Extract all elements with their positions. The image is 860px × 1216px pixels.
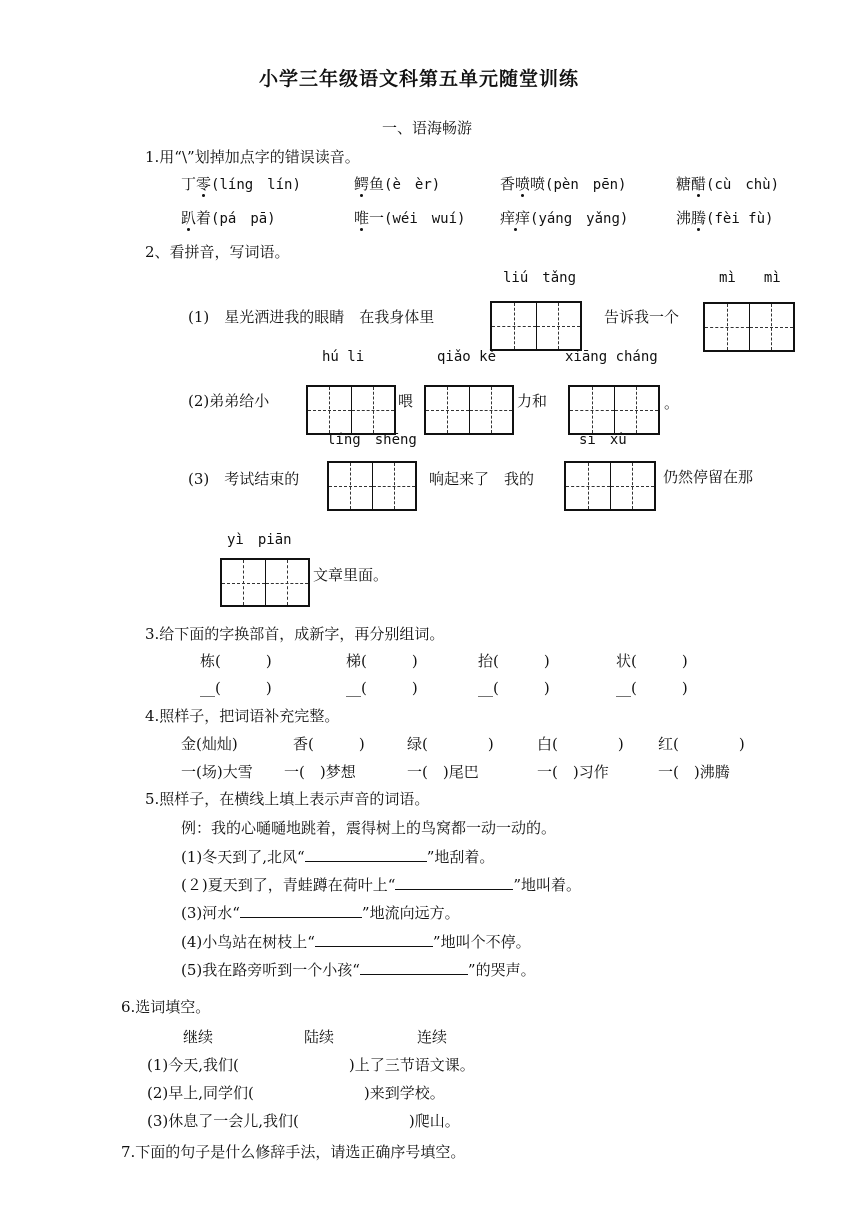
q6-prompt: 6.选词填空。 [121, 998, 211, 1016]
q5-item-4: (4)小鸟站在树枝上“ ”地叫个不停。 [181, 933, 531, 951]
sound-word-blank[interactable] [315, 932, 433, 947]
pinyin-sixu: sī xù [579, 432, 627, 448]
sound-word-blank[interactable] [240, 903, 362, 918]
q2-sentence3-end: 文章里面。 [313, 566, 389, 584]
q3-prompt: 3.给下面的字换部首，成新字，再分别组词。 [145, 625, 445, 643]
q3-blank-4[interactable]: __( ) [616, 679, 688, 697]
q1-row1-item2: 鳄鱼(è èr) [354, 175, 441, 193]
q2-sentence1-part1: (1) 星光洒进我的眼睛 在我身体里 [188, 308, 435, 326]
pinyin-huli: hú li [322, 349, 365, 365]
writing-grid-qiaoke[interactable] [424, 385, 514, 435]
q4-row2-5[interactable]: 一( )沸腾 [658, 763, 730, 781]
q4-row2-1: 一(场)大雪 [181, 763, 253, 781]
q4-row1-4[interactable]: 白( ) [537, 735, 624, 753]
pinyin-lingsheng: líng shēng [327, 432, 417, 448]
q4-row1-3[interactable]: 绿( ) [407, 735, 494, 753]
section-heading: 一、语海畅游 [382, 119, 473, 137]
q5-item-3: (3)河水“ ”地流向远方。 [181, 904, 460, 922]
q2-sentence3-part3: 仍然停留在那 [663, 468, 754, 486]
q4-row1-2[interactable]: 香( ) [293, 735, 365, 753]
q1-row2-item2: 唯一(wéi wuí) [354, 209, 466, 227]
q3-blank-3[interactable]: __( ) [478, 679, 550, 697]
q6-word-3: 连续 [417, 1028, 448, 1046]
q1-row2-item4: 沸腾(fèi fù) [676, 209, 774, 227]
q4-row1-1: 金(灿灿) [181, 735, 238, 753]
q6-word-1: 继续 [183, 1028, 214, 1046]
q2-prompt: 2、看拼音，写词语。 [145, 243, 290, 261]
writing-grid-lingsheng[interactable] [327, 461, 417, 511]
q4-row2-4[interactable]: 一( )习作 [537, 763, 609, 781]
pinyin-yipian: yì piān [227, 532, 292, 548]
q5-example: 例：我的心嗵嗵地跳着，震得树上的鸟窝都一动一动的。 [181, 819, 557, 837]
q6-item-3: (3)休息了一会儿,我们( )爬山。 [147, 1112, 460, 1130]
q4-prompt: 4.照样子，把词语补充完整。 [145, 707, 340, 725]
writing-grid-yipian[interactable] [220, 558, 310, 607]
q2-sentence2-end: 。 [664, 394, 680, 412]
sound-word-blank[interactable] [395, 875, 513, 890]
q2-sentence2-part3: 力和 [517, 392, 548, 410]
q6-word-2: 陆续 [304, 1028, 335, 1046]
q3-char-1: 栋( ) [200, 652, 272, 670]
q2-sentence3-part2: 响起来了 我的 [429, 470, 535, 488]
sound-word-blank[interactable] [360, 960, 468, 975]
q6-item-2: (2)早上,同学们( )来到学校。 [147, 1084, 445, 1102]
q1-row2-item3: 痒痒(yáng yǎng) [500, 209, 629, 227]
q5-item-2: (２)夏天到了，青蛙蹲在荷叶上“ ”地叫着。 [181, 876, 582, 894]
q1-row2-item1: 趴着(pá pā) [181, 209, 276, 227]
writing-grid-sixu[interactable] [564, 461, 656, 511]
writing-grid-liutang[interactable] [490, 301, 582, 351]
q4-row1-5[interactable]: 红( ) [658, 735, 745, 753]
q1-row1-item4: 糖醋(cù chù) [676, 175, 780, 193]
writing-grid-huli[interactable] [306, 385, 396, 435]
q6-item-1: (1)今天,我们( )上了三节语文课。 [147, 1056, 475, 1074]
q5-item-1: (1)冬天到了,北风“ ”地刮着。 [181, 848, 495, 866]
q4-row2-3[interactable]: 一( )尾巴 [407, 763, 479, 781]
q1-prompt: 1.用“\”划掉加点字的错误读音。 [145, 148, 360, 166]
q1-row1-item1: 丁零(líng lín) [181, 175, 301, 193]
q2-sentence3-part1: (3) 考试结束的 [188, 470, 300, 488]
q3-blank-2[interactable]: __( ) [346, 679, 418, 697]
q3-char-2: 梯( ) [346, 652, 418, 670]
pinyin-mimi: mì mì [719, 270, 781, 286]
q2-sentence1-part2: 告诉我一个 [604, 308, 680, 326]
q2-sentence2-part1: (2)弟弟给小 [188, 392, 270, 410]
q3-char-3: 抬( ) [478, 652, 550, 670]
q5-item-5: (5)我在路旁听到一个小孩“ ”的哭声。 [181, 961, 536, 979]
sound-word-blank[interactable] [305, 847, 427, 862]
pinyin-xiangchang: xiāng cháng [565, 349, 658, 365]
q7-prompt: 7.下面的句子是什么修辞手法，请选正确序号填空。 [121, 1143, 466, 1161]
q3-blank-1[interactable]: __( ) [200, 679, 272, 697]
q3-char-4: 状( ) [616, 652, 688, 670]
pinyin-qiaoke: qiǎo kè [437, 349, 497, 365]
page-title: 小学三年级语文科第五单元随堂训练 [259, 68, 580, 90]
pinyin-liutang: liú tǎng [503, 270, 577, 286]
writing-grid-xiangchang[interactable] [568, 385, 660, 435]
q5-prompt: 5.照样子，在横线上填上表示声音的词语。 [145, 790, 430, 808]
writing-grid-mimi[interactable] [703, 302, 795, 352]
q1-row1-item3: 香喷喷(pèn pēn) [500, 175, 627, 193]
q2-sentence2-part2: 喂 [398, 392, 414, 410]
q4-row2-2[interactable]: 一( )梦想 [284, 763, 356, 781]
